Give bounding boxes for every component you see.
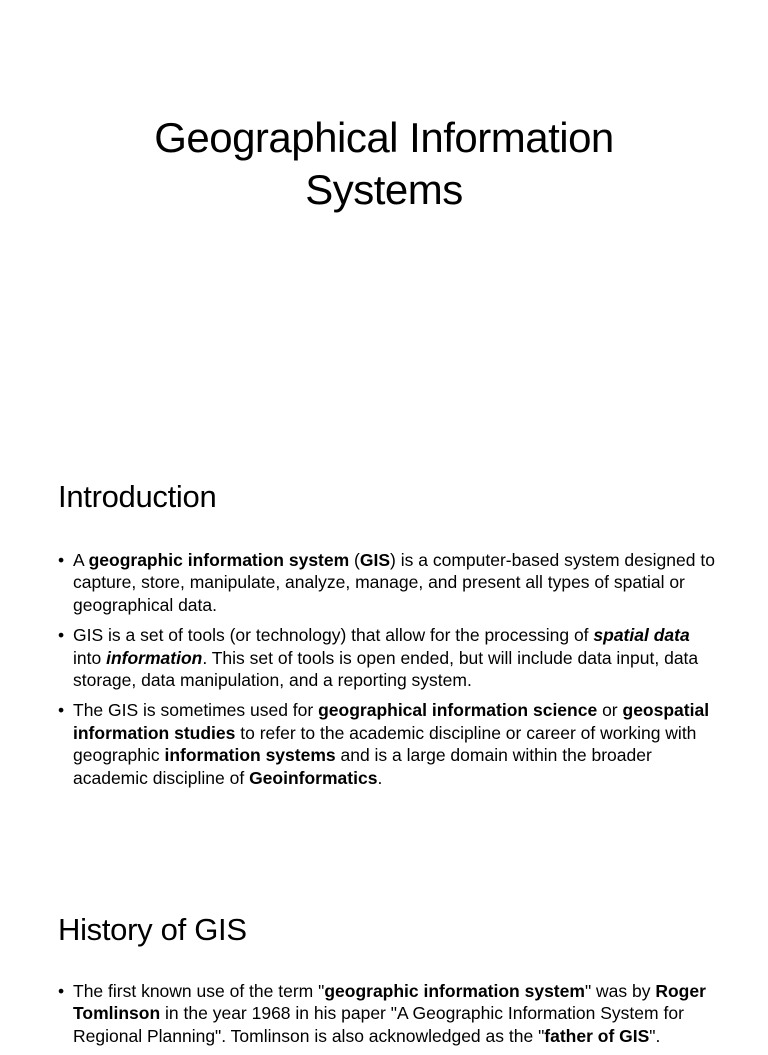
text-run-bold: Roger Tomlinson	[73, 981, 706, 1024]
history-bullet-1	[58, 980, 718, 1047]
text-run-bold: geographic information system	[324, 981, 585, 1001]
introduction-bullet-list	[58, 549, 718, 797]
text-run: (	[349, 550, 360, 570]
text-run: into	[73, 647, 107, 668]
text-run: GIS is a set of tools (or technology) that allow for the processing of	[73, 625, 594, 646]
text-run: to refer to the academic discipline or career of working with geographic	[73, 722, 697, 766]
bullet-dot-icon: •	[58, 981, 65, 1001]
text-run-bold: geographic information system	[88, 550, 350, 570]
history-bullet-list	[58, 980, 718, 1055]
text-run-bold: GIS	[359, 550, 391, 570]
bullet-dot-icon: •	[58, 700, 65, 721]
text-run-bold: information systems	[164, 745, 336, 766]
text-run: The first known use of the term "	[73, 981, 325, 1001]
text-run-bold: geographical information science	[318, 700, 598, 721]
intro-bullet-2	[58, 624, 718, 691]
intro-bullet-1	[58, 549, 718, 616]
text-run: ".	[649, 1025, 661, 1046]
text-run-bold-italic: spatial data	[593, 625, 690, 646]
text-run: A	[73, 550, 89, 570]
slide-title-line2: Systems	[305, 166, 463, 213]
text-run: .	[377, 767, 383, 788]
text-run: The GIS is sometimes used for	[73, 700, 319, 721]
text-run: " was by	[584, 981, 656, 1001]
text-run: ) is a computer-based system designed to capture, store, manipulate, analyze, manage, and present all types of spatial or geographical data.	[73, 550, 715, 615]
bullet-dot-icon: •	[58, 625, 65, 646]
text-run: and is a large domain within the broader academic discipline of	[73, 745, 652, 788]
text-run: or	[597, 700, 623, 721]
text-run-bold: Geoinformatics	[249, 767, 378, 788]
slide-title-line1: Geographical Information	[154, 114, 614, 161]
text-run: . This set of tools is open ended, but will include data input, data storage, data manipulation, and a reporting system.	[73, 647, 699, 691]
text-run-bold: geospatial information studies	[73, 700, 710, 743]
text-run: in the year 1968 in his paper "A Geographic Information System for Regional Planning". Tomlinson is also acknowledged as the "	[73, 1003, 684, 1046]
text-run-bold: father of GIS	[544, 1025, 650, 1046]
bullet-dot-icon: •	[58, 550, 65, 570]
introduction-heading: Introduction	[58, 479, 217, 514]
history-heading: History of GIS	[58, 912, 247, 947]
text-run-bold-italic: information	[106, 647, 203, 668]
intro-bullet-3	[58, 699, 718, 789]
